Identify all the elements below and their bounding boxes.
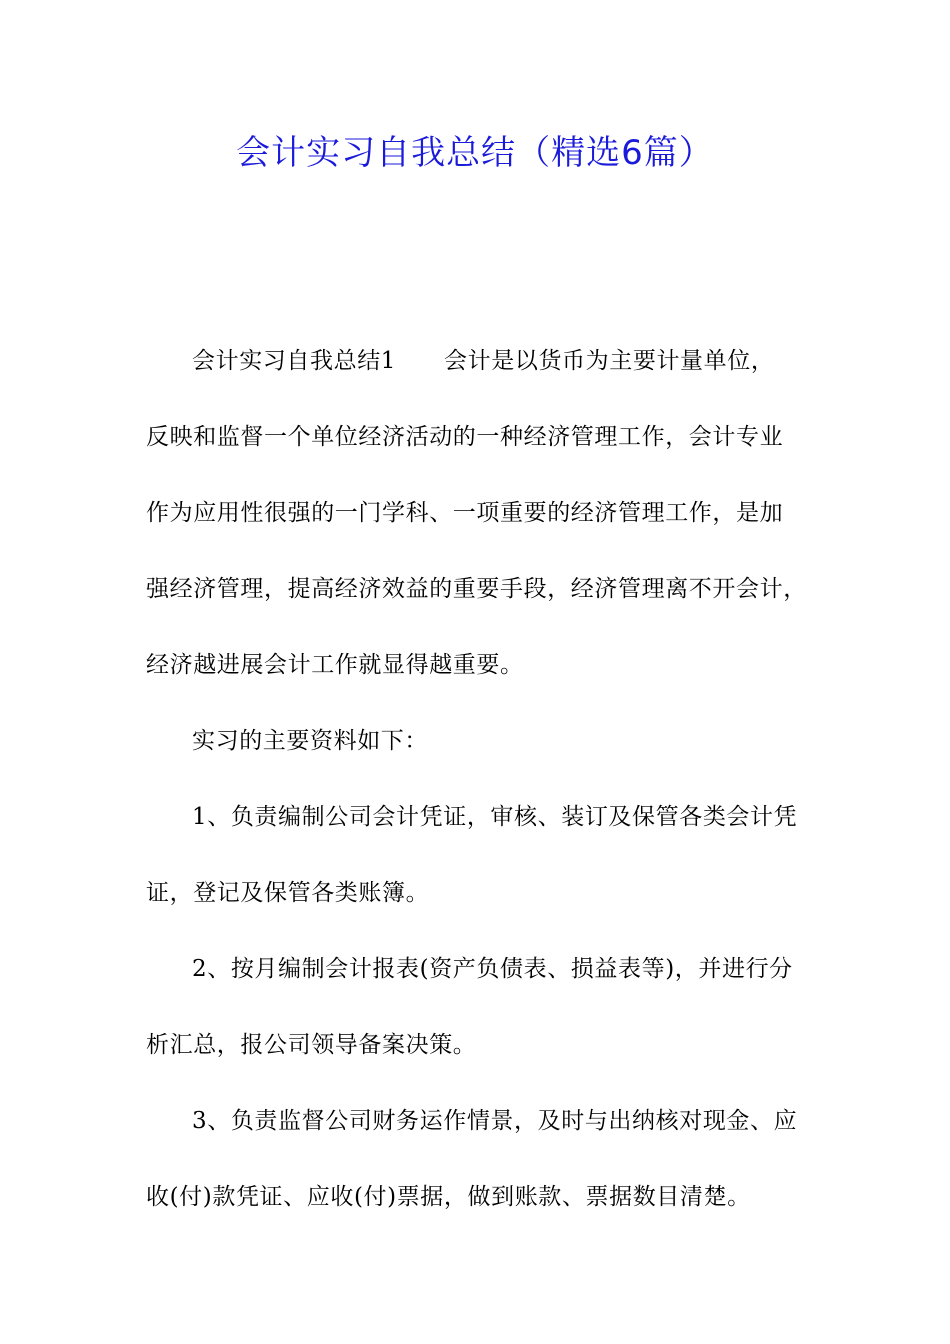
paragraph-line: 证，登记及保管各类账簿。 bbox=[146, 880, 430, 906]
paragraph-line: 反映和监督一个单位经济活动的一种经济管理工作，会计专业 bbox=[146, 424, 784, 450]
paragraph-text: 会计是以货币为主要计量单位， bbox=[444, 348, 775, 374]
paragraph-line: 1、负责编制公司会计凭证，审核、装订及保管各类会计凭 bbox=[192, 804, 798, 830]
document-title: 会计实习自我总结（精选6篇） bbox=[236, 133, 714, 173]
paragraph-line: 3、负责监督公司财务运作情景，及时与出纳核对现金、应 bbox=[192, 1108, 798, 1134]
paragraph-line: 收(付)款凭证、应收(付)票据，做到账款、票据数目清楚。 bbox=[146, 1184, 751, 1210]
paragraph-line: 2、按月编制会计报表(资产负债表、损益表等)，并进行分 bbox=[192, 956, 793, 982]
document-body bbox=[146, 339, 826, 1251]
paragraph-line: 析汇总，报公司领导备案决策。 bbox=[146, 1032, 477, 1058]
paragraph-line bbox=[146, 339, 826, 415]
paragraph-line: 作为应用性很强的一门学科、一项重要的经济管理工作，是加 bbox=[146, 500, 784, 526]
paragraph-line: 经济越进展会计工作就显得越重要。 bbox=[146, 652, 524, 678]
section-heading: 会计实习自我总结1 bbox=[192, 348, 397, 374]
paragraph-line: 实习的主要资料如下： bbox=[192, 728, 428, 754]
paragraph-line: 强经济管理，提高经济效益的重要手段，经济管理离不开会计， bbox=[146, 576, 807, 602]
